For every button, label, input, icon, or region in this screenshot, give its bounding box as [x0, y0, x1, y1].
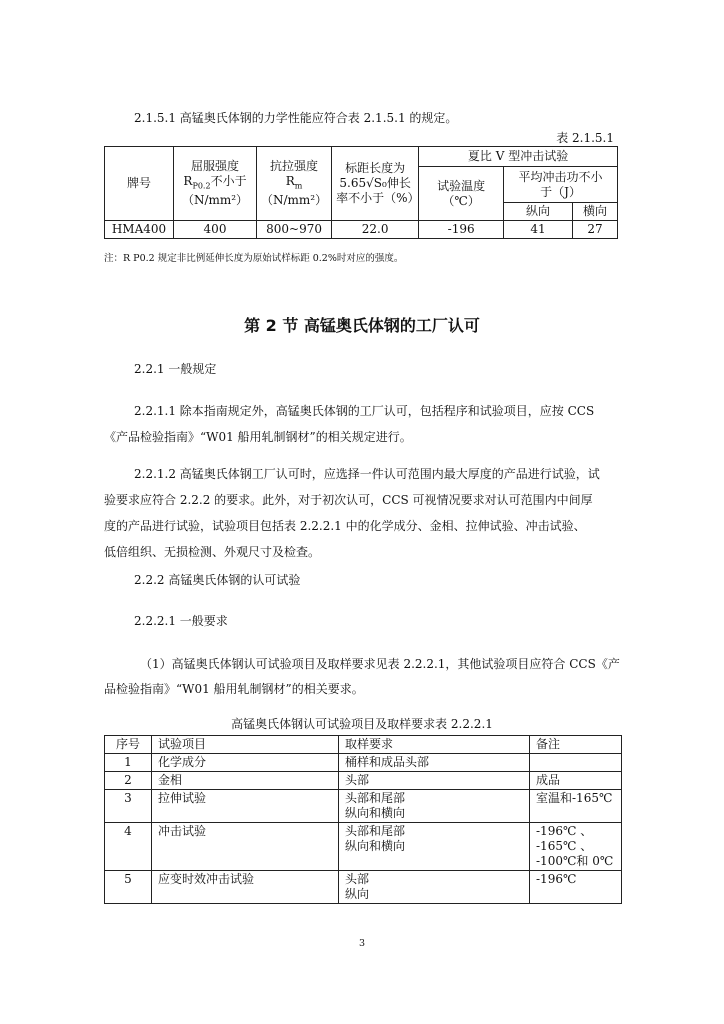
yield-cell: 400 [174, 221, 257, 239]
temp-cell: -196 [419, 221, 504, 239]
table-row: 1 化学成分 桶样和成品头部 [105, 754, 622, 772]
energy-header: 平均冲击功不小 于（J） [504, 167, 618, 203]
table-row: 3 拉伸试验 头部和尾部 纵向和横向 室温和-165℃ [105, 790, 622, 823]
section-title: 第 2 节 高锰奥氏体钢的工厂认可 [244, 316, 480, 335]
longitudinal-header: 纵向 [504, 203, 573, 221]
approval-tests-table [104, 735, 622, 904]
table-row: 5 应变时效冲击试验 头部 纵向 -196℃ [105, 871, 622, 904]
para-2-2-1: 2.2.1 一般规定 [134, 362, 217, 376]
transverse-cell: 27 [573, 221, 618, 239]
impact-header: 夏比 V 型冲击试验 [419, 147, 618, 167]
yield-header: 屈服强度 $R_{P0.2}$不小于 （N/mm²） [174, 147, 257, 221]
table-row: 4 冲击试验 头部和尾部 纵向和横向 -196℃ 、 -165℃ 、 -100℃和 0℃ [105, 823, 622, 871]
para-2-2-1-2-line3: 度的产品进行试验，试验项目包括表 2.2.2.1 中的化学成分、金相、拉伸试验、冲击试验、 [104, 519, 586, 533]
para-2-2-1-2-line1: 2.2.1.2 高锰奥氏体钢工厂认可时，应选择一件认可范围内最大厚度的产品进行试验，试 [134, 467, 600, 481]
table1-label: 表 2.1.5.1 [556, 131, 614, 145]
elongation-header: 标距长度为 5.65√S₀伸长 率不小于（%） [332, 147, 419, 221]
para-2-2-1-1-line1: 2.2.1.1 除本指南规定外，高锰奥氏体钢的工厂认可，包括程序和试验项目，应按 CCS [134, 404, 595, 418]
para-2-2-2: 2.2.2 高锰奥氏体钢的认可试验 [134, 573, 301, 587]
col-header-sample: 取样要求 [339, 736, 530, 754]
grade-header: 牌号 [105, 147, 174, 221]
col-header-note: 备注 [530, 736, 622, 754]
temp-header: 试验温度 （℃） [419, 167, 504, 221]
para-1-line2: 品检验指南》“W01 船用轧制钢材”的相关要求。 [104, 682, 364, 696]
table2-caption: 高锰奥氏体钢认可试验项目及取样要求表 2.2.2.1 [231, 717, 493, 731]
para-2-2-1-2-line2: 验要求应符合 2.2.2 的要求。此外，对于初次认可，CCS 可视情况要求对认可范围内中间厚 [104, 493, 593, 507]
para-2-2-1-2-line4: 低倍组织、无损检测、外观尺寸及检查。 [104, 545, 321, 559]
col-header-no: 序号 [105, 736, 152, 754]
intro-paragraph: 2.1.5.1 高锰奥氏体钢的力学性能应符合表 2.1.5.1 的规定。 [134, 111, 458, 125]
table1-note: 注：R P0.2 规定非比例延伸长度为原始试样标距 0.2%时对应的强度。 [104, 253, 404, 264]
mechanical-properties-table [104, 146, 618, 239]
longitudinal-cell: 41 [504, 221, 573, 239]
transverse-header: 横向 [573, 203, 618, 221]
tensile-header: 抗拉强度 $R_m$ （N/mm²） [257, 147, 332, 221]
col-header-item: 试验项目 [152, 736, 339, 754]
grade-cell: HMA400 [105, 221, 174, 239]
para-2-2-1-1-line2: 《产品检验指南》“W01 船用轧制钢材”的相关规定进行。 [104, 430, 412, 444]
para-2-2-2-1: 2.2.2.1 一般要求 [134, 614, 228, 628]
page-number: 3 [358, 938, 366, 949]
tensile-cell: 800~970 [257, 221, 332, 239]
elongation-cell: 22.0 [332, 221, 419, 239]
table-row: 2 金相 头部 成品 [105, 772, 622, 790]
para-1-line1: （1）高锰奥氏体钢认可试验项目及取样要求见表 2.2.2.1，其他试验项目应符合 CCS《产 [140, 657, 620, 671]
